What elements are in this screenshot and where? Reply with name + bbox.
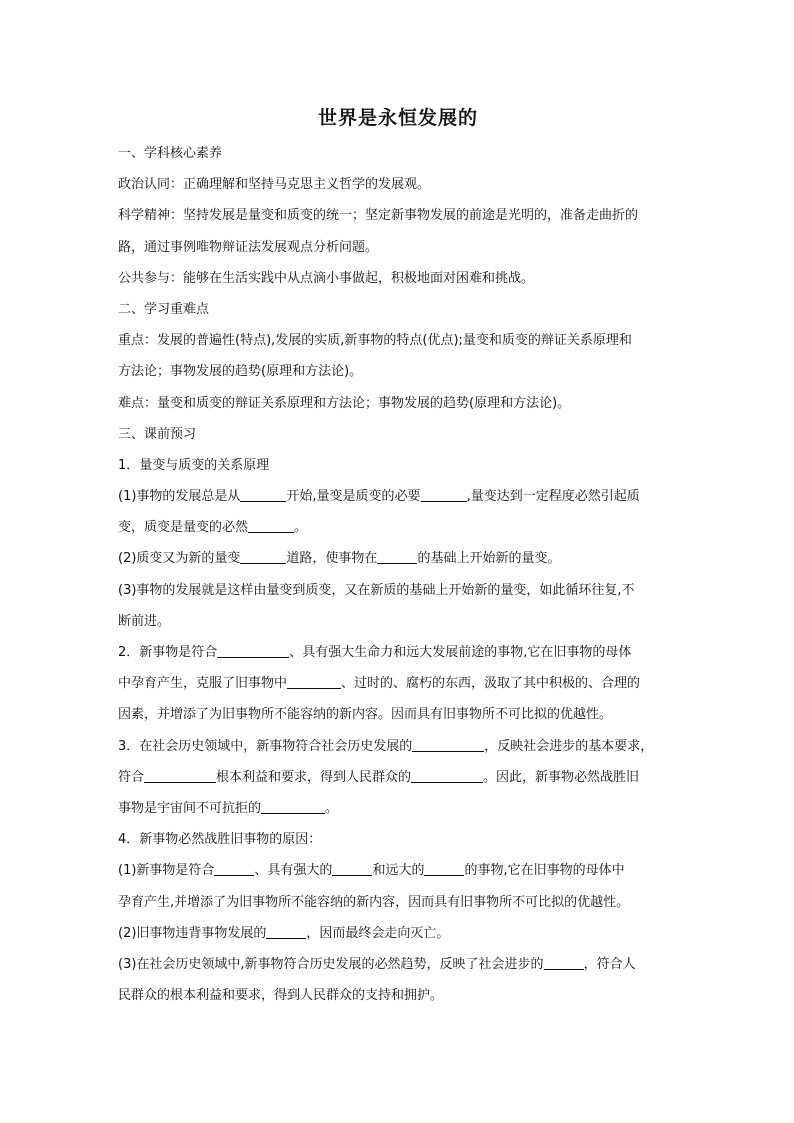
text-fragment: (1)事物的发展总是从	[118, 489, 241, 505]
text-fragment: (2)旧事物违背事物发展的	[118, 925, 267, 941]
text-fragment: 中孕育产生，克服了旧事物中	[118, 676, 288, 692]
question-4-heading: 4．新事物必然战胜旧事物的原因：	[118, 832, 322, 848]
text-line: 重点：发展的普遍性(特点),发展的实质,新事物的特点(优点);量变和质变的辩证关系原理和	[118, 333, 632, 349]
text-line: (3)事物的发展就是这样由量变到质变，又在新质的基础上开始新的量变，如此循环往复,不	[118, 582, 635, 598]
text-fragment: ，符合人	[583, 956, 636, 972]
text-fragment: (1)新事物是符合	[118, 863, 215, 879]
text-fragment: 、具有强大的	[254, 863, 333, 879]
answer-blank[interactable]	[248, 518, 294, 533]
section-heading-preview: 三、课前预习	[118, 426, 197, 442]
text-fragment: 符合	[118, 769, 145, 785]
text-fragment: 根本利益和要求，得到人民群众的	[216, 769, 412, 785]
answer-blank[interactable]	[240, 549, 286, 564]
document-page	[118, 100, 678, 1011]
text-fragment: 2．新事物是符合	[118, 645, 218, 660]
answer-blank[interactable]	[287, 674, 341, 689]
text-line	[118, 637, 678, 668]
section-heading-core-literacy: 一、学科核心素养	[118, 146, 223, 161]
text-fragment: ，因而最终会走向灭亡。	[306, 925, 450, 941]
text-line: 科学精神：坚持发展是量变和质变的统一；坚定新事物发展的前途是光明的，准备走曲折的	[118, 208, 639, 224]
text-fragment: ,量变达到一定程度必然引起质	[466, 489, 640, 505]
text-fragment: 变，质变是量变的必然	[118, 520, 249, 536]
text-fragment: 、具有强大生命力和远大发展前途的事物,它在旧事物的母体	[289, 645, 632, 660]
text-fragment: ，反映社会进步的基本要求，	[484, 738, 654, 754]
text-fragment: 道路，使事物在	[286, 551, 378, 567]
text-fragment: 开始,量变是质变的必要	[286, 489, 421, 505]
text-line	[118, 512, 678, 543]
answer-blank[interactable]	[240, 487, 286, 502]
section-heading-key-points: 二、学习重难点	[118, 301, 210, 317]
text-fragment: (2)质变又为新的量变	[118, 551, 241, 567]
text-line	[118, 949, 678, 980]
text-line: 民群众的根本利益和要求，得到人民群众的支持和拥护。	[118, 988, 444, 1004]
text-fragment: (3)在社会历史领域中,新事物符合历史发展的必然趋势，反映了社会进步的	[118, 956, 544, 972]
text-line: 难点：量变和质变的辩证关系原理和方法论；事物发展的趋势(原理和方法论)。	[118, 395, 571, 411]
text-fragment: 事物是宇宙间不可抗拒的	[118, 800, 262, 816]
text-line: 因素，并增添了为旧事物所不能容纳的新内容。因而具有旧事物所不可比拟的优越性。	[118, 707, 613, 723]
text-line: 孕育产生,并增添了为旧事物所不能容纳的新内容，因而具有旧事物所不可比拟的优越性。	[118, 894, 630, 910]
text-line: 方法论；事物发展的趋势(原理和方法论)。	[118, 364, 363, 380]
text-fragment: 。	[325, 800, 339, 816]
answer-blank[interactable]	[217, 643, 289, 658]
answer-blank[interactable]	[544, 955, 584, 970]
text-line	[118, 668, 678, 699]
text-line	[118, 793, 678, 824]
question-1-heading: 1．量变与质变的关系原理	[118, 457, 270, 473]
text-fragment: 3．在社会历史领域中，新事物符合社会历史发展的	[118, 738, 413, 754]
answer-blank[interactable]	[421, 487, 467, 502]
text-fragment: 。因此，新事物必然战胜旧	[483, 769, 640, 785]
page-title: 世界是永恒发展的	[317, 107, 478, 129]
text-fragment: 。	[294, 520, 308, 536]
text-line	[118, 731, 678, 762]
text-line	[118, 481, 678, 512]
text-fragment: 、过时的、腐朽的东西，汲取了其中积极的、合理的	[341, 676, 641, 692]
text-line	[118, 762, 678, 793]
answer-blank[interactable]	[332, 861, 372, 876]
answer-blank[interactable]	[412, 737, 484, 752]
answer-blank[interactable]	[214, 861, 254, 876]
answer-blank[interactable]	[266, 924, 306, 939]
answer-blank[interactable]	[144, 768, 216, 783]
text-line: 断前进。	[118, 613, 171, 629]
text-fragment: 和远大的	[372, 863, 425, 879]
text-line	[118, 543, 678, 574]
text-line: 路，通过事例唯物辩证法发展观点分析问题。	[118, 239, 379, 255]
text-line	[118, 855, 678, 886]
text-fragment: 的基础上开始新的量变。	[417, 551, 561, 567]
answer-blank[interactable]	[424, 861, 464, 876]
answer-blank[interactable]	[377, 549, 417, 564]
answer-blank[interactable]	[411, 768, 483, 783]
text-line: 公共参与：能够在生活实践中从点滴小事做起，积极地面对困难和挑战。	[118, 270, 535, 286]
text-line: 政治认同：正确理解和坚持马克思主义哲学的发展观。	[118, 177, 431, 193]
text-line	[118, 918, 678, 949]
text-fragment: 的事物,它在旧事物的母体中	[464, 863, 625, 879]
answer-blank[interactable]	[261, 799, 325, 814]
